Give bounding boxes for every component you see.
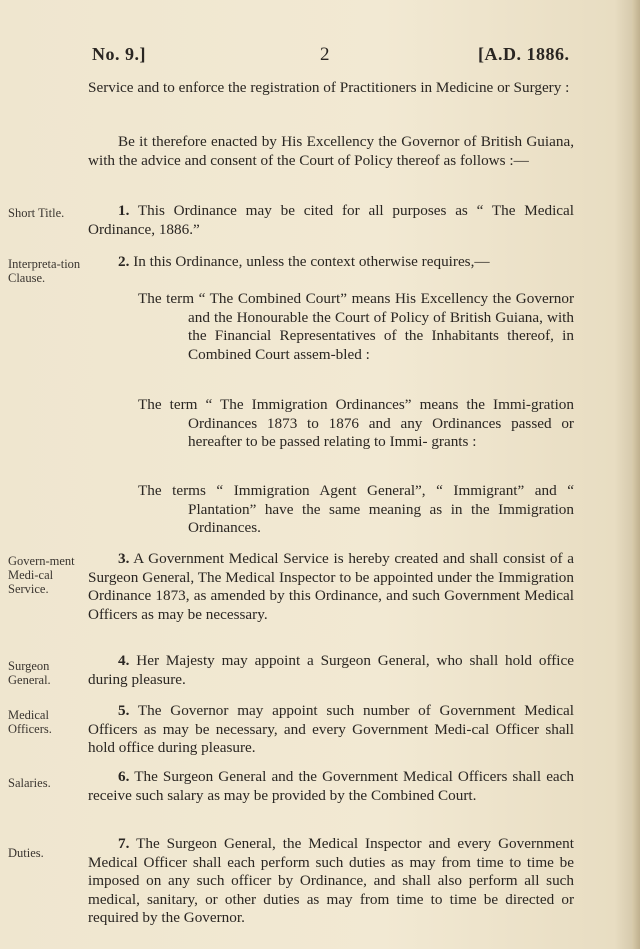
definition-immigration-terms: The terms “ Immigration Agent General”, “ Immigrant” and “ Plantation” have the same meaning as in the Immigration Ordinances. (138, 482, 574, 537)
year-heading: [A.D. 1886. (478, 44, 570, 64)
enacting-clause: Be it therefore enacted by His Excellency the Governor of British Guiana, with the advice and consent of the Court of Policy thereof as follows :— (88, 133, 574, 169)
section-6 (88, 768, 574, 805)
section-4-text: Her Majesty may appoint a Surgeon General, who shall hold office during pleasure. (88, 652, 574, 688)
section-1-text: This Ordinance may be cited for all purposes as “ The Medical Ordinance, 1886.” (88, 202, 574, 238)
section-5-text: The Governor may appoint such number of Government Medical Officers as may be necessary, and every Government Medi-cal Officer shall hold office during pleasure. (88, 702, 574, 757)
section-3-number: 3. (118, 550, 130, 567)
section-5 (88, 702, 574, 758)
margin-medical-officers: Medical Officers. (8, 708, 52, 736)
section-6-number: 6. (118, 768, 130, 785)
definition-combined-court: The term “ The Combined Court” means His Excellency the Governor and the Honourable the Court of Policy of British Guiana, with the Financial Representatives of the Inhabitants thereof, in Combined Court assem-bled : (138, 290, 574, 363)
margin-interpretation: Interpreta-tion Clause. (8, 257, 81, 285)
page-number: 2 (320, 44, 330, 65)
section-1-number: 1. (118, 202, 130, 219)
section-2 (88, 253, 574, 272)
section-4-number: 4. (118, 652, 130, 669)
margin-short-title: Short Title. (8, 206, 65, 220)
margin-salaries: Salaries. (8, 776, 51, 790)
ordinance-number: No. 9.] (92, 44, 146, 64)
section-2-text: In this Ordinance, unless the context otherwise requires,— (133, 253, 490, 270)
section-7-text: The Surgeon General, the Medical Inspector and every Government Medical Officer shall each perform such duties as may from time to time be imposed on any such officer by Ordinance, and shall also perform all such medical, sanitary, or other duties as may from time to time be directed or required by the Governor. (88, 835, 574, 927)
section-6-text: The Surgeon General and the Government Medical Officers shall each receive such salary as may be provided by the Combined Court. (88, 768, 575, 804)
section-5-number: 5. (118, 702, 130, 719)
section-1 (88, 202, 574, 239)
section-7 (88, 835, 574, 928)
margin-surgeon-general: Surgeon General. (8, 659, 51, 687)
section-2-number: 2. (118, 253, 130, 270)
preamble-line: Service and to enforce the registration of Practitioners in Medicine or Surgery : (88, 79, 570, 96)
section-7-number: 7. (118, 835, 130, 852)
section-3 (88, 550, 574, 624)
definition-immigration-ordinances: The term “ The Immigration Ordinances” means the Immi-gration Ordinances 1873 to 1876 and any Ordinances passed or hereafter to be passed relating to Immi- grants : (138, 396, 574, 451)
page-edge (632, 0, 640, 949)
margin-government-medical-service: Govern-ment Medi-cal Service. (8, 554, 75, 596)
margin-duties: Duties. (8, 846, 44, 860)
section-4 (88, 652, 574, 689)
section-3-text: A Government Medical Service is hereby created and shall consist of a Surgeon General, The Medical Inspector to be appointed under the Immigration Ordinance 1873, as amended by this Ordinance, and such Government Medical Officers as may be necessary. (88, 550, 574, 623)
